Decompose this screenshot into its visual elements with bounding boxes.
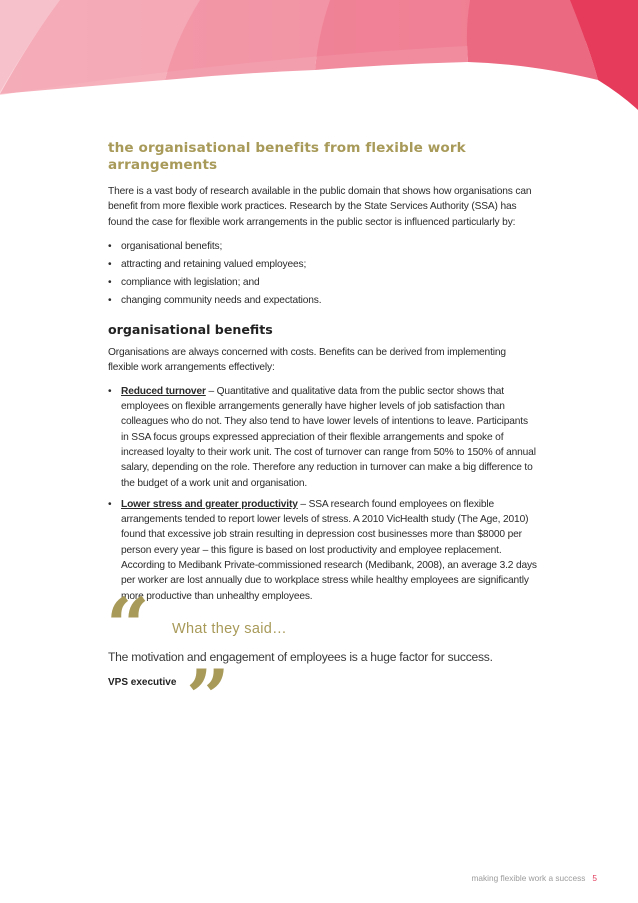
list-item: • organisational benefits;: [108, 239, 538, 254]
page-footer: [0, 872, 597, 884]
main-content: [108, 140, 538, 610]
banner-band-5: [315, 0, 470, 70]
benefit-text: – SSA research found employees on flexible arrangements tended to report lower levels of stress. A 2010 VicHealth study (The Age, 2010) found that excessive job strain resulting in depression cost businesses more than $8000 per person every year – this figure is based on lost productivity and employee replacement. According to Medibank Private-commissioned research (Medibank, 2008), an average 3.2 days per worker are lost annually due to workplace stress while healthy employees are significantly more productive than unhealthy employees.: [121, 498, 537, 602]
benefit-text: – Quantitative and qualitative data from the public sector shows that employees on flexible arrangements generally have higher levels of job satisfaction than colleagues who do not. They also tend to have lower levels of intentions to leave. Participants in SSA focus groups expressed appreciation of their flexible arrangements and spoke of increased loyalty to their work unit. The cost of turnover can range from 50% to 150% of annual salary, depending on the role. Therefore any reduction in turnover can make a big difference to the budget of a work unit and organisation.: [121, 385, 536, 489]
subsection-intro: Organisations are always concerned with costs. Benefits can be derived from implementing flexible work arrangements effectively:: [108, 347, 506, 374]
list-item: • compliance with legislation; and: [108, 275, 538, 290]
benefit-item-stress: [108, 497, 538, 604]
quote-title: What they said…: [172, 621, 287, 637]
quote-text: The motivation and engagement of employees is a huge factor for success.: [108, 650, 493, 664]
benefit-item-turnover: [108, 384, 538, 491]
benefit-term: Reduced turnover: [121, 385, 206, 397]
subsection-heading: organisational benefits: [108, 322, 273, 338]
quote-author: VPS executive: [108, 677, 177, 688]
benefit-term: Lower stress and greater productivity: [121, 498, 298, 510]
header-banner: [0, 0, 638, 110]
page-number: 5: [592, 873, 597, 883]
list-item: • attracting and retaining valued employees;: [108, 257, 538, 272]
list-item: • changing community needs and expectations.: [108, 293, 538, 308]
section-title: the organisational benefits from flexible work arrangements: [108, 140, 466, 173]
pull-quote: [106, 581, 538, 742]
benefits-list: [108, 384, 538, 604]
section-intro: There is a vast body of research available in the public domain that shows how organisations can benefit from more flexible work practices. Research by the State Services Authority (SSA) has found the case for flexible work arrangements in the public sector is influenced particularly by:: [108, 186, 532, 228]
influence-list: [108, 239, 538, 308]
footer-text: making flexible work a success: [471, 873, 586, 883]
close-quote-icon: ”: [186, 653, 230, 742]
open-quote-icon: “: [106, 581, 150, 670]
